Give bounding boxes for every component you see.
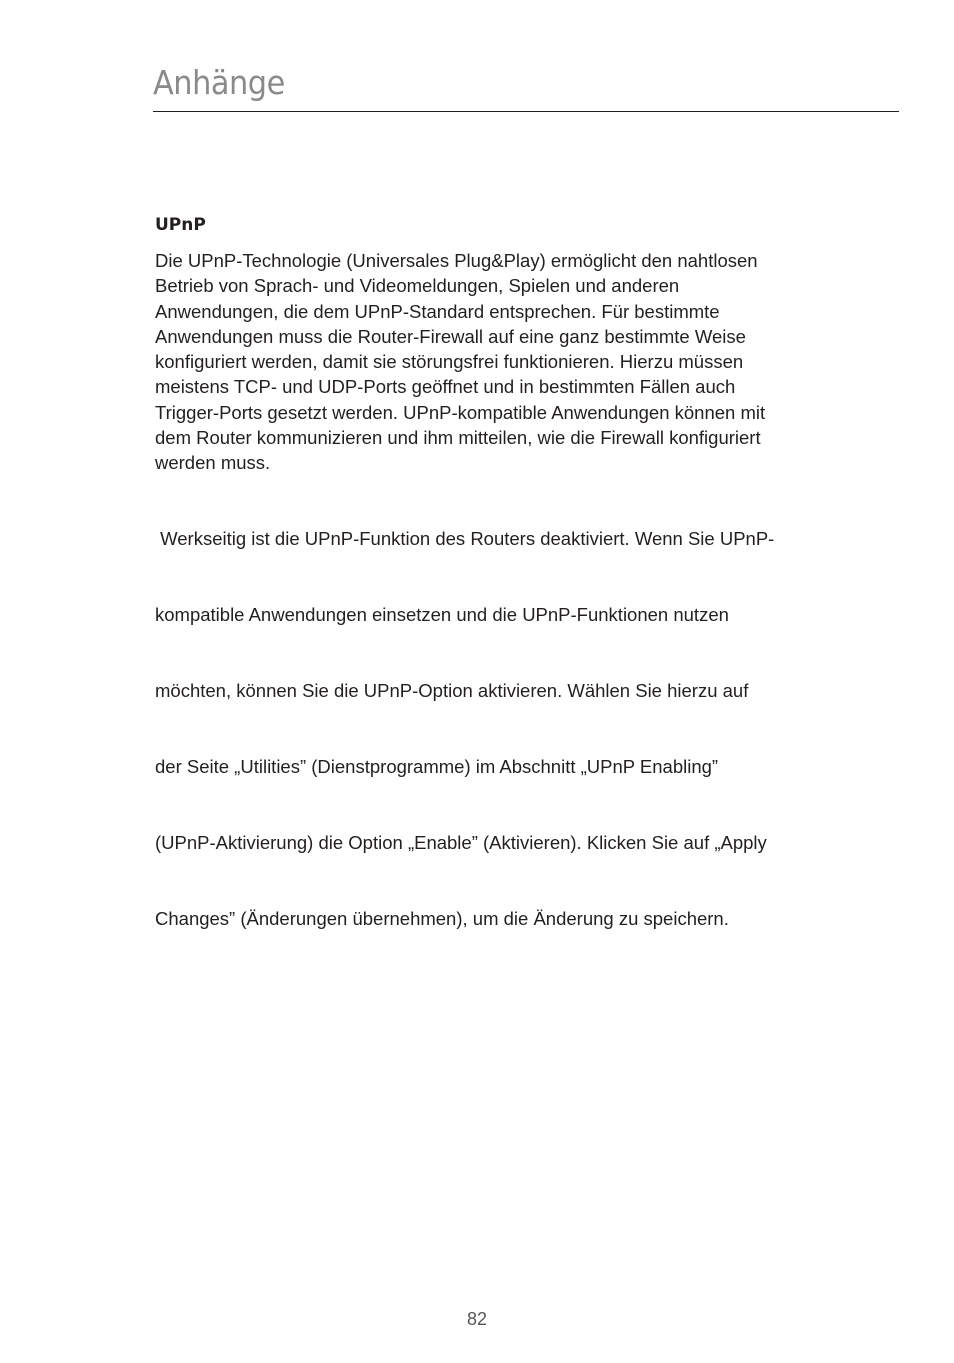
text-line: konfiguriert werden, damit sie störungsfrei funktionieren. Hierzu müssen — [155, 351, 744, 373]
section-heading: UPnP — [155, 215, 206, 235]
page-header — [153, 62, 899, 104]
title-divider — [153, 111, 899, 112]
text-line: kompatible Anwendungen einsetzen und die UPnP-Funktionen nutzen — [155, 604, 729, 626]
paragraph-intro — [155, 248, 855, 476]
text-line: dem Router kommunizieren und ihm mitteilen, wie die Firewall konfiguriert — [155, 427, 761, 449]
text-line: Werkseitig ist die UPnP-Funktion des Routers deaktiviert. Wenn Sie UPnP- — [155, 528, 775, 550]
text-line: (UPnP-Aktivierung) die Option „Enable” (Aktivieren). Klicken Sie auf „Apply — [155, 831, 767, 853]
text-line: Anwendungen muss die Router-Firewall auf eine ganz bestimmte Weise — [155, 325, 746, 347]
text-line: Die UPnP-Technologie (Universales Plug&Play) ermöglicht den nahtlosen — [155, 250, 758, 271]
page-number: 82 — [466, 1309, 488, 1329]
text-line: Anwendungen, die dem UPnP-Standard entsprechen. Für bestimmte — [155, 300, 720, 322]
text-line: Trigger-Ports gesetzt werden. UPnP-kompatible Anwendungen können mit — [155, 401, 766, 423]
text-line: Betrieb von Sprach- und Videomeldungen, Spielen und anderen — [155, 275, 680, 297]
text-line: der Seite „Utilities” (Dienstprogramme) im Abschnitt „UPnP Enabling” — [155, 755, 719, 777]
page-title: Anhänge — [153, 63, 285, 102]
upnp-section — [155, 213, 855, 982]
text-line: möchten, können Sie die UPnP-Option aktivieren. Wählen Sie hierzu auf — [155, 680, 749, 702]
text-line: meistens TCP- und UDP-Ports geöffnet und in bestimmten Fällen auch — [155, 376, 736, 398]
text-line: Changes” (Änderungen übernehmen), um die Änderung zu speichern. — [155, 907, 729, 929]
paragraph-instructions — [155, 476, 855, 982]
text-line: werden muss. — [155, 452, 271, 474]
